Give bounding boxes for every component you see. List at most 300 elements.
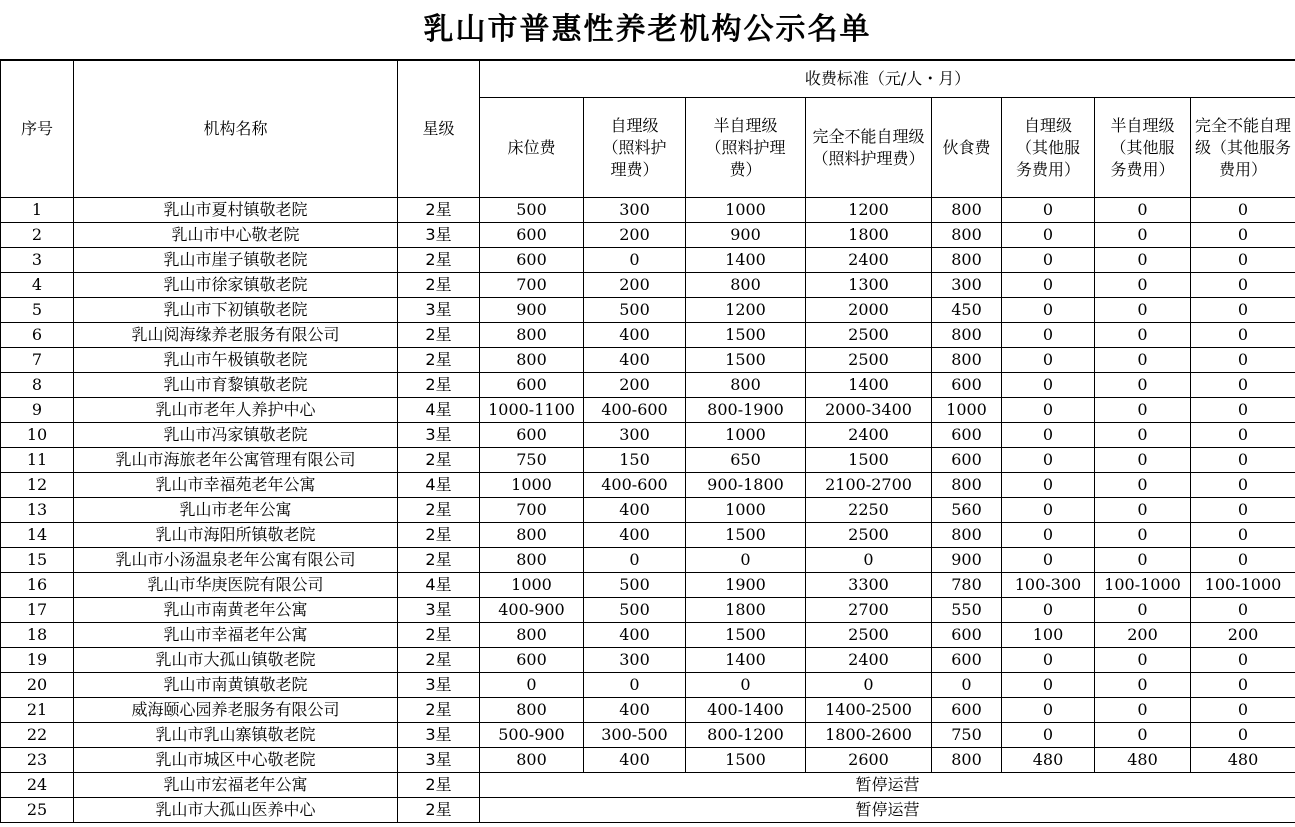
cell-semi-self-care-fee: 1500 xyxy=(686,748,806,773)
cell-name: 乳山市午极镇敬老院 xyxy=(74,348,398,373)
cell-semi-self-care-other: 0 xyxy=(1095,598,1191,623)
cell-star: 2星 xyxy=(398,323,480,348)
cell-star: 2星 xyxy=(398,623,480,648)
cell-self-care-fee: 200 xyxy=(584,373,686,398)
cell-seq: 3 xyxy=(1,248,74,273)
cell-seq: 8 xyxy=(1,373,74,398)
cell-no-self-care-fee: 1300 xyxy=(806,273,932,298)
cell-no-self-care-fee: 2000 xyxy=(806,298,932,323)
cell-bed-fee: 900 xyxy=(480,298,584,323)
cell-seq: 18 xyxy=(1,623,74,648)
cell-self-care-fee: 500 xyxy=(584,598,686,623)
header-self-care-other: 自理级（其他服务费用） xyxy=(1002,98,1095,198)
institution-table xyxy=(0,60,1295,823)
cell-self-care-fee: 400 xyxy=(584,498,686,523)
cell-name: 乳山市华庚医院有限公司 xyxy=(74,573,398,598)
cell-semi-self-care-other: 0 xyxy=(1095,248,1191,273)
header-no-self-care-other: 完全不能自理级（其他服务费用） xyxy=(1191,98,1295,198)
cell-semi-self-care-other: 0 xyxy=(1095,373,1191,398)
table-row xyxy=(1,223,1295,248)
table-row xyxy=(1,698,1295,723)
cell-meal-fee: 600 xyxy=(932,448,1002,473)
cell-semi-self-care-other: 0 xyxy=(1095,723,1191,748)
cell-no-self-care-other: 0 xyxy=(1191,323,1295,348)
cell-self-care-fee: 400-600 xyxy=(584,473,686,498)
cell-star: 2星 xyxy=(398,248,480,273)
table-row xyxy=(1,673,1295,698)
cell-no-self-care-fee: 1400-2500 xyxy=(806,698,932,723)
cell-semi-self-care-other: 0 xyxy=(1095,523,1191,548)
cell-paused-status: 暂停运营 xyxy=(480,773,1295,798)
cell-meal-fee: 600 xyxy=(932,623,1002,648)
cell-self-care-fee: 400 xyxy=(584,623,686,648)
cell-no-self-care-fee: 2500 xyxy=(806,348,932,373)
cell-self-care-fee: 200 xyxy=(584,223,686,248)
cell-meal-fee: 750 xyxy=(932,723,1002,748)
cell-no-self-care-other: 0 xyxy=(1191,548,1295,573)
cell-self-care-other: 0 xyxy=(1002,298,1095,323)
cell-semi-self-care-fee: 1500 xyxy=(686,323,806,348)
cell-self-care-fee: 500 xyxy=(584,573,686,598)
cell-no-self-care-other: 0 xyxy=(1191,298,1295,323)
cell-seq: 12 xyxy=(1,473,74,498)
cell-no-self-care-fee: 1800 xyxy=(806,223,932,248)
cell-self-care-fee: 300 xyxy=(584,648,686,673)
cell-star: 4星 xyxy=(398,398,480,423)
table-row xyxy=(1,648,1295,673)
cell-semi-self-care-other: 0 xyxy=(1095,698,1191,723)
cell-self-care-other: 100 xyxy=(1002,623,1095,648)
cell-meal-fee: 800 xyxy=(932,223,1002,248)
cell-no-self-care-other: 0 xyxy=(1191,398,1295,423)
cell-self-care-other: 0 xyxy=(1002,323,1095,348)
table-row xyxy=(1,423,1295,448)
cell-bed-fee: 500-900 xyxy=(480,723,584,748)
cell-bed-fee: 750 xyxy=(480,448,584,473)
cell-star: 2星 xyxy=(398,648,480,673)
cell-semi-self-care-fee: 800 xyxy=(686,273,806,298)
cell-name: 乳山市海旅老年公寓管理有限公司 xyxy=(74,448,398,473)
cell-bed-fee: 800 xyxy=(480,548,584,573)
cell-no-self-care-fee: 2700 xyxy=(806,598,932,623)
cell-meal-fee: 300 xyxy=(932,273,1002,298)
cell-self-care-other: 0 xyxy=(1002,548,1095,573)
cell-no-self-care-other: 100-1000 xyxy=(1191,573,1295,598)
cell-no-self-care-fee: 2500 xyxy=(806,323,932,348)
header-name: 机构名称 xyxy=(74,61,398,198)
cell-bed-fee: 500 xyxy=(480,198,584,223)
cell-semi-self-care-fee: 900-1800 xyxy=(686,473,806,498)
cell-no-self-care-fee: 0 xyxy=(806,673,932,698)
cell-name: 乳山市宏福老年公寓 xyxy=(74,773,398,798)
cell-bed-fee: 800 xyxy=(480,523,584,548)
header-seq: 序号 xyxy=(1,61,74,198)
cell-meal-fee: 800 xyxy=(932,348,1002,373)
cell-meal-fee: 800 xyxy=(932,323,1002,348)
cell-semi-self-care-fee: 1500 xyxy=(686,348,806,373)
table-row xyxy=(1,198,1295,223)
cell-semi-self-care-other: 0 xyxy=(1095,673,1191,698)
cell-semi-self-care-other: 0 xyxy=(1095,348,1191,373)
cell-paused-status: 暂停运营 xyxy=(480,798,1295,823)
cell-meal-fee: 0 xyxy=(932,673,1002,698)
cell-no-self-care-fee: 2400 xyxy=(806,248,932,273)
table-row xyxy=(1,773,1295,798)
cell-name: 乳山市中心敬老院 xyxy=(74,223,398,248)
cell-star: 2星 xyxy=(398,348,480,373)
cell-semi-self-care-other: 200 xyxy=(1095,623,1191,648)
cell-no-self-care-fee: 1800-2600 xyxy=(806,723,932,748)
cell-seq: 6 xyxy=(1,323,74,348)
cell-meal-fee: 560 xyxy=(932,498,1002,523)
table-row xyxy=(1,448,1295,473)
cell-bed-fee: 1000 xyxy=(480,473,584,498)
cell-semi-self-care-fee: 1200 xyxy=(686,298,806,323)
cell-no-self-care-fee: 0 xyxy=(806,548,932,573)
table-row xyxy=(1,798,1295,823)
cell-no-self-care-other: 480 xyxy=(1191,748,1295,773)
cell-self-care-fee: 0 xyxy=(584,548,686,573)
cell-name: 威海颐心园养老服务有限公司 xyxy=(74,698,398,723)
cell-self-care-other: 0 xyxy=(1002,398,1095,423)
cell-meal-fee: 450 xyxy=(932,298,1002,323)
cell-seq: 25 xyxy=(1,798,74,823)
cell-name: 乳山市徐家镇敬老院 xyxy=(74,273,398,298)
cell-self-care-other: 0 xyxy=(1002,473,1095,498)
cell-name: 乳山市幸福老年公寓 xyxy=(74,623,398,648)
table-row xyxy=(1,373,1295,398)
header-semi-self-care-other: 半自理级（其他服务费用） xyxy=(1095,98,1191,198)
cell-self-care-fee: 0 xyxy=(584,248,686,273)
header-star: 星级 xyxy=(398,61,480,198)
cell-no-self-care-other: 0 xyxy=(1191,423,1295,448)
cell-no-self-care-fee: 2600 xyxy=(806,748,932,773)
cell-no-self-care-fee: 1400 xyxy=(806,373,932,398)
cell-bed-fee: 800 xyxy=(480,748,584,773)
cell-self-care-other: 0 xyxy=(1002,423,1095,448)
cell-semi-self-care-fee: 900 xyxy=(686,223,806,248)
cell-name: 乳山市幸福苑老年公寓 xyxy=(74,473,398,498)
cell-name: 乳山市南黄镇敬老院 xyxy=(74,673,398,698)
table-row xyxy=(1,348,1295,373)
cell-meal-fee: 800 xyxy=(932,523,1002,548)
cell-semi-self-care-fee: 650 xyxy=(686,448,806,473)
table-row xyxy=(1,523,1295,548)
table-row xyxy=(1,298,1295,323)
cell-seq: 20 xyxy=(1,673,74,698)
cell-seq: 10 xyxy=(1,423,74,448)
page-title: 乳山市普惠性养老机构公示名单 xyxy=(0,0,1295,60)
cell-name: 乳山市老年人养护中心 xyxy=(74,398,398,423)
cell-star: 2星 xyxy=(398,798,480,823)
cell-star: 3星 xyxy=(398,223,480,248)
cell-self-care-other: 0 xyxy=(1002,673,1095,698)
cell-no-self-care-other: 0 xyxy=(1191,248,1295,273)
header-no-self-care-fee: 完全不能自理级（照料护理费） xyxy=(806,98,932,198)
cell-name: 乳山市老年公寓 xyxy=(74,498,398,523)
cell-seq: 1 xyxy=(1,198,74,223)
cell-self-care-fee: 0 xyxy=(584,673,686,698)
cell-no-self-care-other: 0 xyxy=(1191,198,1295,223)
cell-star: 2星 xyxy=(398,548,480,573)
cell-self-care-fee: 400 xyxy=(584,523,686,548)
cell-no-self-care-other: 0 xyxy=(1191,698,1295,723)
cell-meal-fee: 600 xyxy=(932,648,1002,673)
cell-self-care-other: 0 xyxy=(1002,523,1095,548)
cell-seq: 7 xyxy=(1,348,74,373)
table-row xyxy=(1,723,1295,748)
cell-bed-fee: 600 xyxy=(480,373,584,398)
cell-semi-self-care-other: 0 xyxy=(1095,298,1191,323)
cell-name: 乳山市夏村镇敬老院 xyxy=(74,198,398,223)
cell-star: 3星 xyxy=(398,673,480,698)
cell-semi-self-care-fee: 1000 xyxy=(686,198,806,223)
cell-meal-fee: 800 xyxy=(932,198,1002,223)
cell-no-self-care-other: 0 xyxy=(1191,673,1295,698)
table-row xyxy=(1,273,1295,298)
cell-semi-self-care-fee: 1500 xyxy=(686,523,806,548)
cell-star: 3星 xyxy=(398,723,480,748)
cell-semi-self-care-fee: 400-1400 xyxy=(686,698,806,723)
header-bed-fee: 床位费 xyxy=(480,98,584,198)
cell-meal-fee: 900 xyxy=(932,548,1002,573)
cell-semi-self-care-other: 0 xyxy=(1095,548,1191,573)
cell-seq: 9 xyxy=(1,398,74,423)
cell-name: 乳山市育黎镇敬老院 xyxy=(74,373,398,398)
cell-seq: 19 xyxy=(1,648,74,673)
table-row xyxy=(1,748,1295,773)
cell-bed-fee: 600 xyxy=(480,648,584,673)
table-row xyxy=(1,623,1295,648)
cell-semi-self-care-other: 100-1000 xyxy=(1095,573,1191,598)
cell-semi-self-care-fee: 1400 xyxy=(686,648,806,673)
cell-semi-self-care-other: 0 xyxy=(1095,648,1191,673)
table-row xyxy=(1,548,1295,573)
cell-meal-fee: 800 xyxy=(932,248,1002,273)
cell-semi-self-care-other: 0 xyxy=(1095,473,1191,498)
header-meal-fee: 伙食费 xyxy=(932,98,1002,198)
table-body xyxy=(1,198,1295,823)
cell-seq: 14 xyxy=(1,523,74,548)
cell-self-care-other: 100-300 xyxy=(1002,573,1095,598)
cell-semi-self-care-fee: 800-1900 xyxy=(686,398,806,423)
cell-semi-self-care-other: 0 xyxy=(1095,223,1191,248)
cell-meal-fee: 1000 xyxy=(932,398,1002,423)
cell-semi-self-care-fee: 800 xyxy=(686,373,806,398)
cell-seq: 22 xyxy=(1,723,74,748)
cell-seq: 17 xyxy=(1,598,74,623)
cell-star: 3星 xyxy=(398,748,480,773)
cell-semi-self-care-other: 0 xyxy=(1095,398,1191,423)
cell-meal-fee: 550 xyxy=(932,598,1002,623)
cell-name: 乳山市冯家镇敬老院 xyxy=(74,423,398,448)
cell-self-care-fee: 400 xyxy=(584,323,686,348)
cell-no-self-care-fee: 2400 xyxy=(806,423,932,448)
cell-bed-fee: 600 xyxy=(480,423,584,448)
cell-semi-self-care-other: 0 xyxy=(1095,448,1191,473)
header-semi-self-care-fee: 半自理级（照料护理费） xyxy=(686,98,806,198)
table-row xyxy=(1,398,1295,423)
cell-no-self-care-fee: 2000-3400 xyxy=(806,398,932,423)
cell-no-self-care-fee: 2250 xyxy=(806,498,932,523)
cell-name: 乳山市海阳所镇敬老院 xyxy=(74,523,398,548)
cell-star: 4星 xyxy=(398,473,480,498)
cell-bed-fee: 700 xyxy=(480,273,584,298)
cell-self-care-other: 0 xyxy=(1002,248,1095,273)
cell-self-care-other: 480 xyxy=(1002,748,1095,773)
cell-semi-self-care-other: 0 xyxy=(1095,198,1191,223)
cell-bed-fee: 800 xyxy=(480,698,584,723)
cell-no-self-care-fee: 1200 xyxy=(806,198,932,223)
cell-semi-self-care-fee: 0 xyxy=(686,673,806,698)
cell-self-care-other: 0 xyxy=(1002,448,1095,473)
cell-semi-self-care-other: 0 xyxy=(1095,323,1191,348)
cell-name: 乳山市下初镇敬老院 xyxy=(74,298,398,323)
cell-no-self-care-fee: 2500 xyxy=(806,623,932,648)
cell-name: 乳山市乳山寨镇敬老院 xyxy=(74,723,398,748)
cell-star: 2星 xyxy=(398,273,480,298)
cell-self-care-other: 0 xyxy=(1002,598,1095,623)
header-fee-group: 收费标准（元/人・月） xyxy=(480,61,1295,98)
cell-semi-self-care-fee: 0 xyxy=(686,548,806,573)
cell-bed-fee: 400-900 xyxy=(480,598,584,623)
table-row xyxy=(1,498,1295,523)
cell-meal-fee: 600 xyxy=(932,698,1002,723)
cell-meal-fee: 600 xyxy=(932,373,1002,398)
cell-seq: 15 xyxy=(1,548,74,573)
cell-semi-self-care-other: 480 xyxy=(1095,748,1191,773)
cell-meal-fee: 600 xyxy=(932,423,1002,448)
cell-semi-self-care-fee: 1500 xyxy=(686,623,806,648)
cell-seq: 23 xyxy=(1,748,74,773)
cell-no-self-care-other: 0 xyxy=(1191,498,1295,523)
cell-no-self-care-fee: 3300 xyxy=(806,573,932,598)
cell-seq: 13 xyxy=(1,498,74,523)
cell-no-self-care-other: 0 xyxy=(1191,723,1295,748)
cell-bed-fee: 800 xyxy=(480,348,584,373)
table-row xyxy=(1,323,1295,348)
cell-no-self-care-other: 0 xyxy=(1191,348,1295,373)
cell-self-care-fee: 150 xyxy=(584,448,686,473)
cell-no-self-care-other: 0 xyxy=(1191,373,1295,398)
table-row xyxy=(1,573,1295,598)
cell-seq: 11 xyxy=(1,448,74,473)
cell-semi-self-care-fee: 800-1200 xyxy=(686,723,806,748)
cell-no-self-care-other: 0 xyxy=(1191,223,1295,248)
cell-name: 乳山市大孤山医养中心 xyxy=(74,798,398,823)
cell-name: 乳山市小汤温泉老年公寓有限公司 xyxy=(74,548,398,573)
cell-self-care-fee: 400 xyxy=(584,698,686,723)
cell-semi-self-care-fee: 1800 xyxy=(686,598,806,623)
cell-no-self-care-fee: 2100-2700 xyxy=(806,473,932,498)
cell-bed-fee: 600 xyxy=(480,248,584,273)
cell-no-self-care-fee: 2500 xyxy=(806,523,932,548)
cell-seq: 24 xyxy=(1,773,74,798)
table-row xyxy=(1,598,1295,623)
cell-no-self-care-fee: 1500 xyxy=(806,448,932,473)
cell-bed-fee: 0 xyxy=(480,673,584,698)
cell-self-care-fee: 500 xyxy=(584,298,686,323)
table-row xyxy=(1,248,1295,273)
cell-seq: 5 xyxy=(1,298,74,323)
cell-star: 3星 xyxy=(398,598,480,623)
cell-meal-fee: 800 xyxy=(932,473,1002,498)
cell-name: 乳山阅海缘养老服务有限公司 xyxy=(74,323,398,348)
cell-self-care-fee: 300 xyxy=(584,198,686,223)
cell-semi-self-care-fee: 1000 xyxy=(686,498,806,523)
cell-bed-fee: 1000-1100 xyxy=(480,398,584,423)
cell-self-care-fee: 400 xyxy=(584,748,686,773)
cell-seq: 4 xyxy=(1,273,74,298)
cell-self-care-other: 0 xyxy=(1002,373,1095,398)
cell-self-care-fee: 200 xyxy=(584,273,686,298)
cell-star: 2星 xyxy=(398,523,480,548)
cell-star: 3星 xyxy=(398,298,480,323)
cell-no-self-care-other: 0 xyxy=(1191,598,1295,623)
cell-star: 2星 xyxy=(398,448,480,473)
cell-name: 乳山市崖子镇敬老院 xyxy=(74,248,398,273)
cell-self-care-other: 0 xyxy=(1002,348,1095,373)
cell-bed-fee: 600 xyxy=(480,223,584,248)
cell-no-self-care-other: 0 xyxy=(1191,273,1295,298)
cell-self-care-other: 0 xyxy=(1002,498,1095,523)
cell-self-care-fee: 300 xyxy=(584,423,686,448)
cell-self-care-fee: 400 xyxy=(584,348,686,373)
cell-self-care-other: 0 xyxy=(1002,648,1095,673)
table-row xyxy=(1,473,1295,498)
cell-no-self-care-other: 200 xyxy=(1191,623,1295,648)
cell-bed-fee: 800 xyxy=(480,623,584,648)
cell-star: 2星 xyxy=(398,373,480,398)
cell-name: 乳山市城区中心敬老院 xyxy=(74,748,398,773)
cell-self-care-other: 0 xyxy=(1002,198,1095,223)
cell-self-care-other: 0 xyxy=(1002,273,1095,298)
cell-semi-self-care-other: 0 xyxy=(1095,423,1191,448)
cell-bed-fee: 800 xyxy=(480,323,584,348)
cell-seq: 16 xyxy=(1,573,74,598)
cell-semi-self-care-other: 0 xyxy=(1095,498,1191,523)
cell-self-care-other: 0 xyxy=(1002,223,1095,248)
cell-semi-self-care-other: 0 xyxy=(1095,273,1191,298)
cell-star: 2星 xyxy=(398,498,480,523)
cell-star: 4星 xyxy=(398,573,480,598)
cell-name: 乳山市南黄老年公寓 xyxy=(74,598,398,623)
cell-seq: 2 xyxy=(1,223,74,248)
cell-star: 2星 xyxy=(398,698,480,723)
cell-self-care-other: 0 xyxy=(1002,723,1095,748)
cell-seq: 21 xyxy=(1,698,74,723)
cell-semi-self-care-fee: 1000 xyxy=(686,423,806,448)
header-self-care-fee: 自理级（照料护理费） xyxy=(584,98,686,198)
cell-name: 乳山市大孤山镇敬老院 xyxy=(74,648,398,673)
cell-no-self-care-other: 0 xyxy=(1191,648,1295,673)
cell-self-care-fee: 400-600 xyxy=(584,398,686,423)
cell-star: 2星 xyxy=(398,773,480,798)
cell-meal-fee: 780 xyxy=(932,573,1002,598)
cell-bed-fee: 1000 xyxy=(480,573,584,598)
cell-no-self-care-other: 0 xyxy=(1191,448,1295,473)
cell-no-self-care-other: 0 xyxy=(1191,523,1295,548)
cell-star: 2星 xyxy=(398,198,480,223)
cell-meal-fee: 800 xyxy=(932,748,1002,773)
cell-self-care-fee: 300-500 xyxy=(584,723,686,748)
cell-semi-self-care-fee: 1400 xyxy=(686,248,806,273)
cell-star: 3星 xyxy=(398,423,480,448)
cell-no-self-care-fee: 2400 xyxy=(806,648,932,673)
cell-self-care-other: 0 xyxy=(1002,698,1095,723)
cell-bed-fee: 700 xyxy=(480,498,584,523)
cell-no-self-care-other: 0 xyxy=(1191,473,1295,498)
